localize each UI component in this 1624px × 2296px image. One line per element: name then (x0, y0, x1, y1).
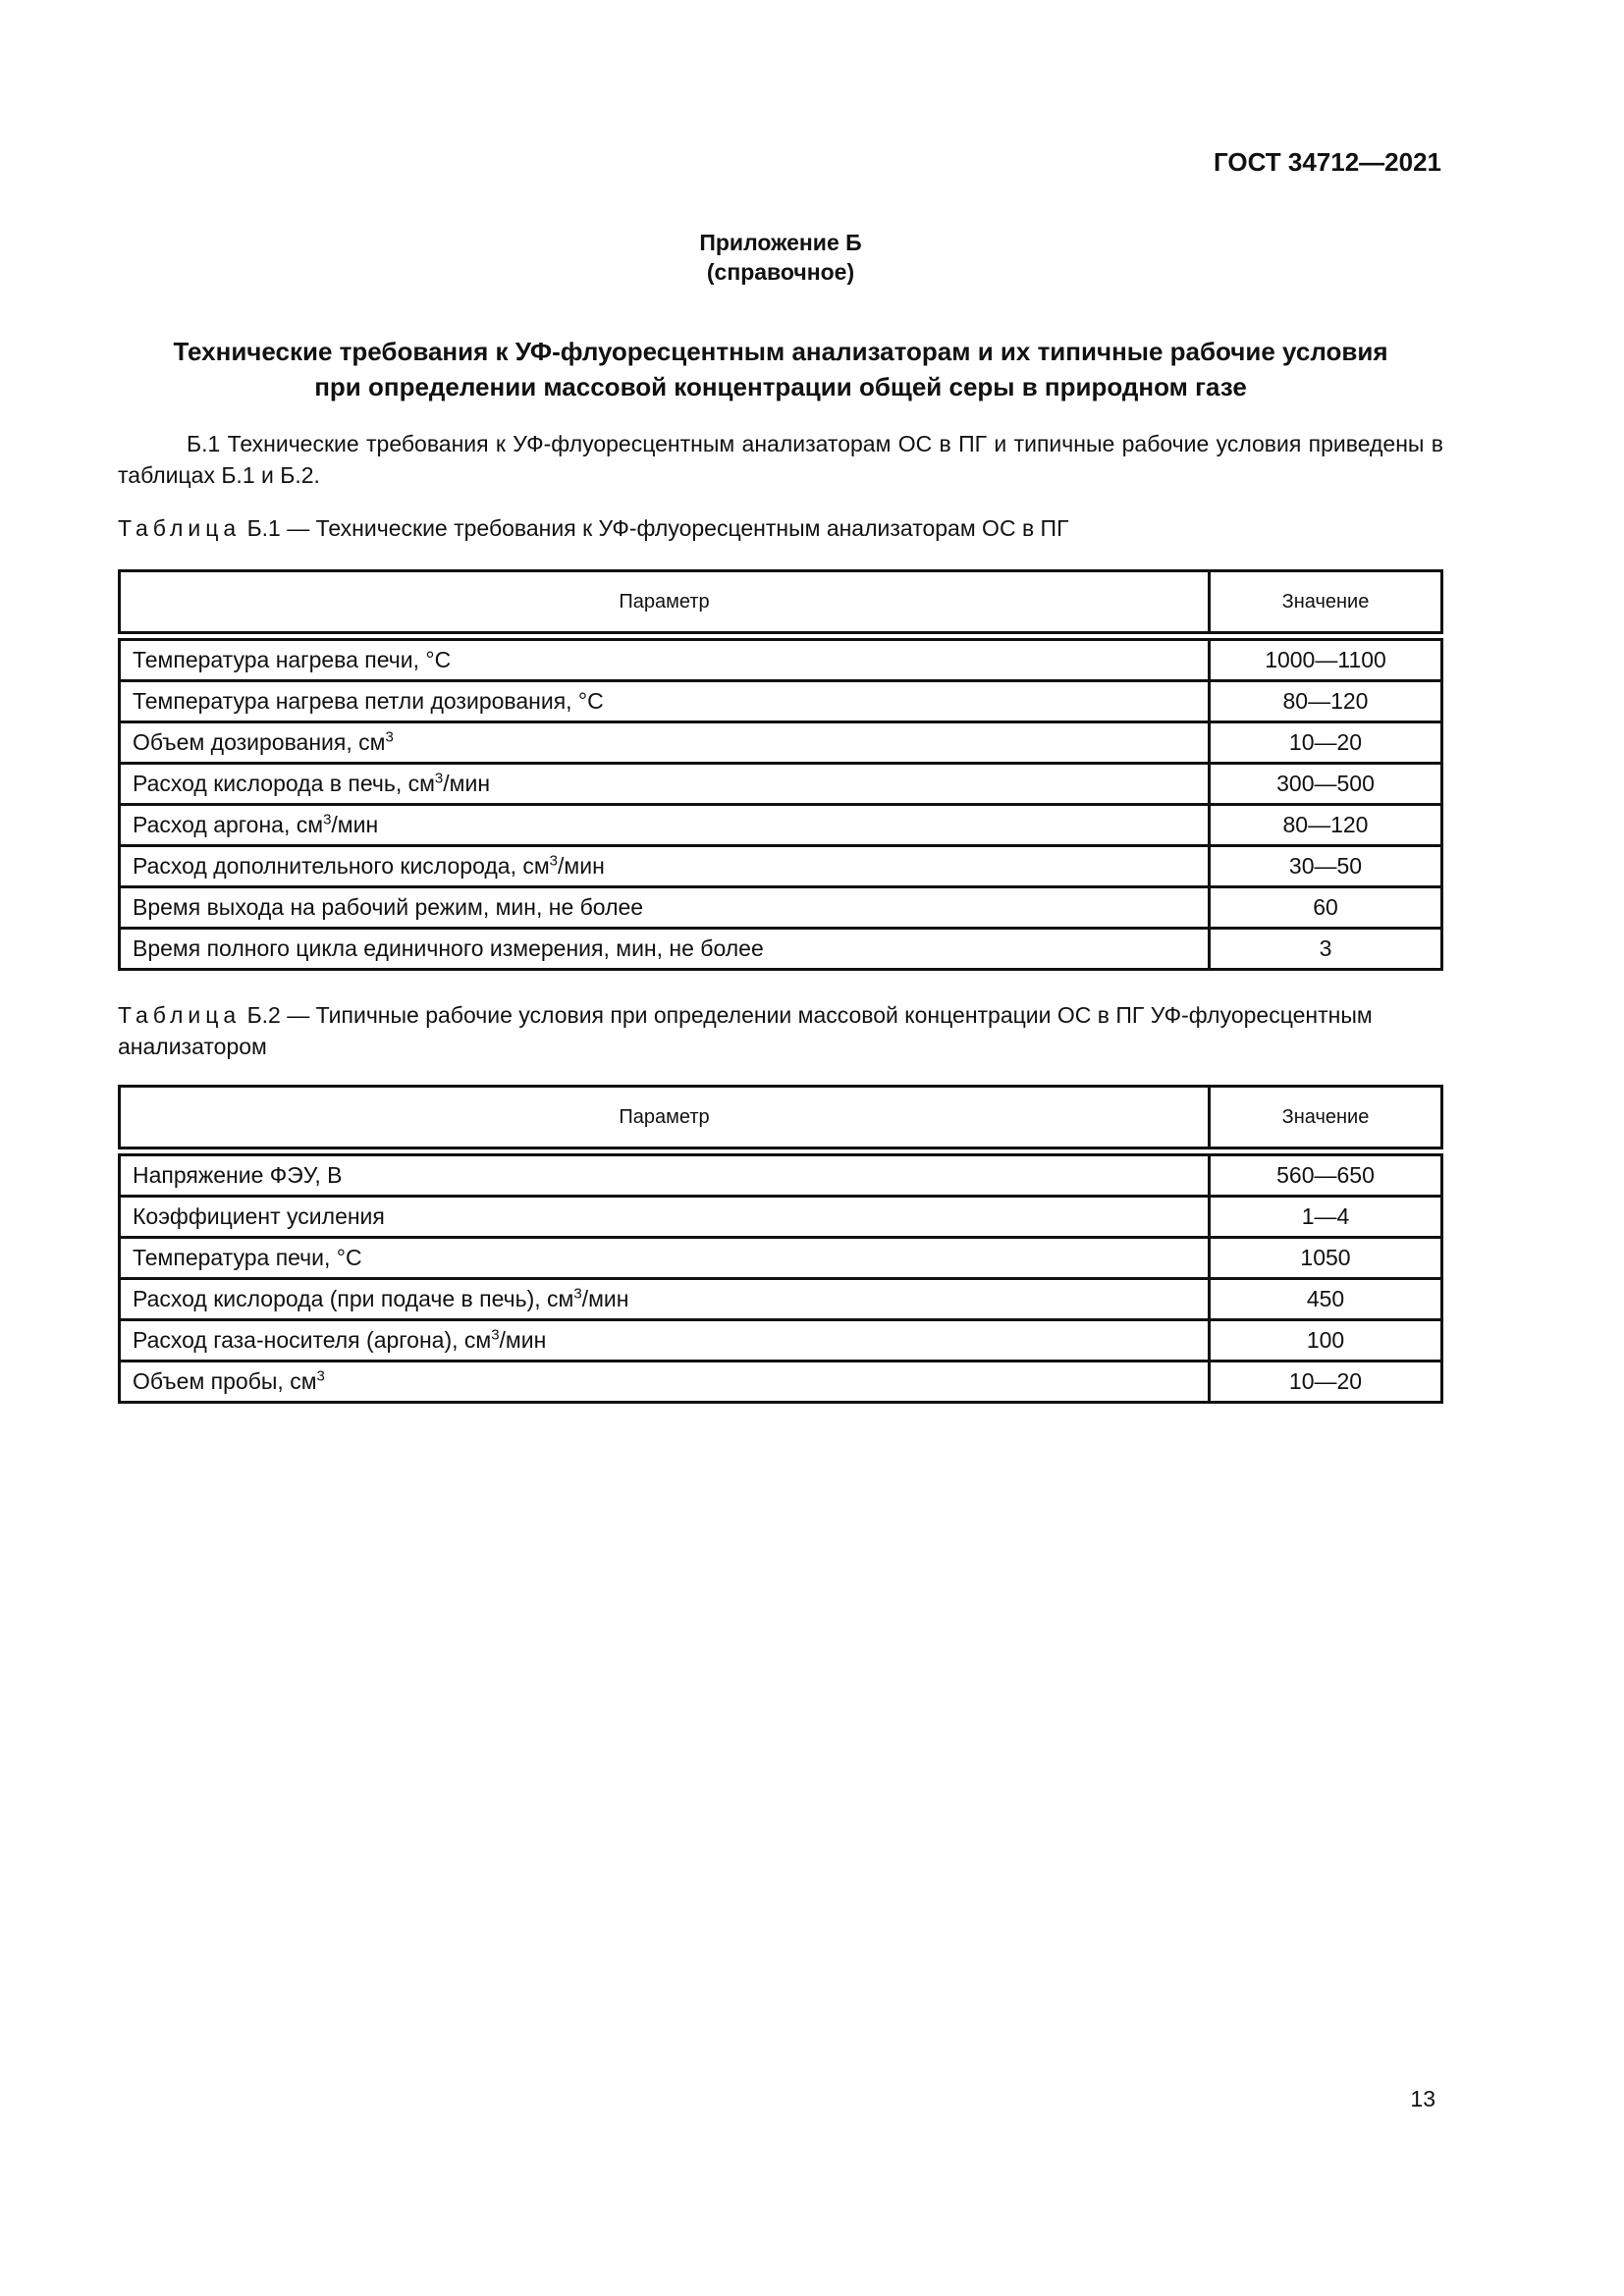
param-text: Объем пробы, см (133, 1368, 317, 1394)
header-value: Значение (1210, 1087, 1442, 1152)
value-cell: 3 (1210, 929, 1442, 970)
caption-label: Таблица (118, 515, 242, 541)
param-text: Расход кислорода в печь, см (133, 771, 435, 796)
param-unit-tail: /мин (331, 812, 379, 837)
value-cell: 10—20 (1210, 722, 1442, 764)
table-row (120, 1279, 1442, 1320)
intro-paragraph (118, 428, 1443, 491)
value-cell: 1000—1100 (1210, 636, 1442, 681)
param-unit-tail: /мин (581, 1286, 629, 1311)
value-cell: 450 (1210, 1279, 1442, 1320)
superscript: 3 (316, 1367, 325, 1385)
value-cell: 30—50 (1210, 846, 1442, 887)
superscript: 3 (573, 1285, 582, 1303)
header-parameter: Параметр (120, 1087, 1210, 1152)
value-cell: 1050 (1210, 1238, 1442, 1279)
param-text: Время выхода на рабочий режим, мин, не более (133, 894, 644, 920)
table-row (120, 1362, 1442, 1403)
table-row (120, 1151, 1442, 1197)
document-code: ГОСТ 34712—2021 (1214, 147, 1441, 177)
appendix-title: Приложение Б (699, 230, 862, 255)
table2-caption (118, 999, 1443, 1062)
table-row (120, 1197, 1442, 1238)
param-text: Расход кислорода (при подаче в печь), см (133, 1286, 574, 1311)
param-cell (120, 1238, 1210, 1279)
param-text: Расход аргона, см (133, 812, 324, 837)
superscript: 3 (549, 852, 559, 870)
appendix-heading (0, 228, 1561, 287)
superscript: 3 (323, 811, 332, 828)
param-unit-tail: /мин (443, 771, 491, 796)
table-2 (118, 1085, 1443, 1404)
table-row (120, 1238, 1442, 1279)
value-cell: 80—120 (1210, 805, 1442, 846)
intro-text: Б.1 Технические требования к УФ-флуоресцентным анализаторам ОС в ПГ и типичные рабочие условия приведены в таблицах Б.1 и Б.2. (118, 431, 1443, 488)
param-cell (120, 1362, 1210, 1403)
caption-text: Б.2 — Типичные рабочие условия при определении массовой концентрации ОС в ПГ УФ-флуоресцентным анализатором (118, 1002, 1373, 1059)
param-text: Время полного цикла единичного измерения, мин, не более (133, 935, 764, 961)
param-cell (120, 1151, 1210, 1197)
value-cell: 80—120 (1210, 681, 1442, 722)
value-cell: 1—4 (1210, 1197, 1442, 1238)
table-row (120, 846, 1442, 887)
superscript: 3 (491, 1326, 500, 1344)
param-text: Коэффициент усиления (133, 1203, 385, 1229)
value-cell: 300—500 (1210, 764, 1442, 805)
caption-label: Таблица (118, 1002, 242, 1028)
param-cell (120, 1197, 1210, 1238)
value-cell: 100 (1210, 1320, 1442, 1362)
param-cell (120, 722, 1210, 764)
section-title (118, 334, 1443, 404)
param-cell (120, 764, 1210, 805)
param-text: Температура нагрева петли дозирования, °С (133, 688, 604, 714)
title-line-2: при определении массовой концентрации общей серы в природном газе (314, 372, 1247, 401)
value-cell: 560—650 (1210, 1151, 1442, 1197)
table-row (120, 681, 1442, 722)
value-cell: 10—20 (1210, 1362, 1442, 1403)
param-text: Расход дополнительного кислорода, см (133, 853, 550, 879)
superscript: 3 (434, 770, 444, 787)
table-row (120, 887, 1442, 929)
table-1 (118, 569, 1443, 971)
param-text: Температура печи, °С (133, 1245, 362, 1270)
param-text: Температура нагрева печи, °С (133, 647, 452, 672)
table-row (120, 722, 1442, 764)
appendix-subtitle: (справочное) (706, 259, 855, 285)
table-row (120, 1320, 1442, 1362)
param-text: Объем дозирования, см (133, 729, 386, 755)
param-cell (120, 636, 1210, 681)
table-row (120, 764, 1442, 805)
header-parameter: Параметр (120, 571, 1210, 637)
superscript: 3 (385, 728, 394, 746)
param-text: Расход газа-носителя (аргона), см (133, 1327, 492, 1353)
table1-caption (118, 512, 1443, 544)
param-unit-tail: /мин (499, 1327, 547, 1353)
param-cell (120, 805, 1210, 846)
param-unit-tail: /мин (558, 853, 605, 879)
table-row (120, 929, 1442, 970)
param-text: Напряжение ФЭУ, В (133, 1162, 343, 1188)
param-cell (120, 1279, 1210, 1320)
header-value: Значение (1210, 571, 1442, 637)
value-cell: 60 (1210, 887, 1442, 929)
page-number: 13 (1410, 2086, 1435, 2111)
param-cell (120, 1320, 1210, 1362)
table-row (120, 805, 1442, 846)
param-cell (120, 929, 1210, 970)
param-cell (120, 681, 1210, 722)
param-cell (120, 846, 1210, 887)
param-cell (120, 887, 1210, 929)
table-row (120, 636, 1442, 681)
caption-text: Б.1 — Технические требования к УФ-флуоресцентным анализаторам ОС в ПГ (241, 515, 1069, 541)
title-line-1: Технические требования к УФ-флуоресцентным анализаторам и их типичные рабочие условия (173, 337, 1388, 366)
